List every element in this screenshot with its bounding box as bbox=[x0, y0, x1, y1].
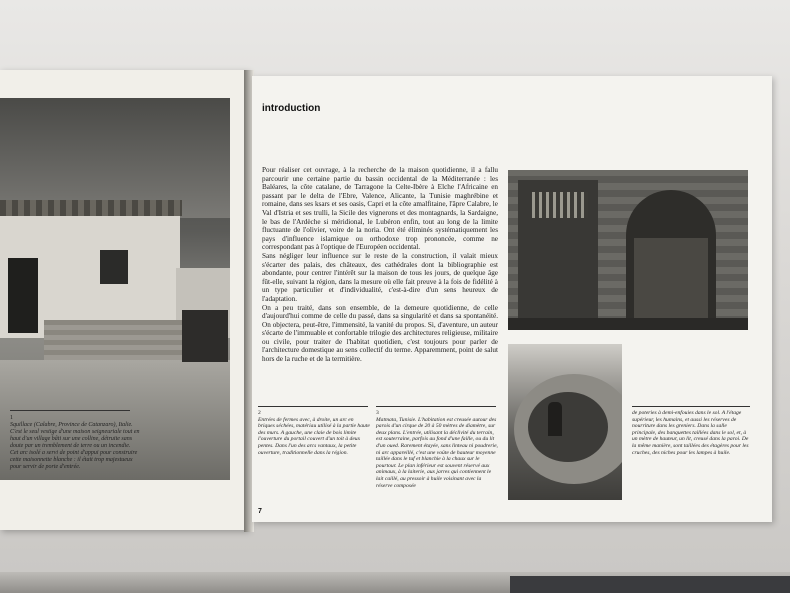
photo-wooden-gate bbox=[634, 238, 708, 320]
dark-cover bbox=[510, 576, 790, 593]
photo-crate bbox=[182, 310, 228, 362]
paragraph: On a peu traité, dans son ensemble, de la demeure quotidienne, de celle d'aujourd'hui comme de celle du passé, dans sa singularité et dans sa spontanéité. On objectera, peut-être, l'immensité, la vanité du propos. Si, d'aventure, un auteur s'écarte de l'immuable et confortable trilogie des architectures religieuse, militaire ou civile, pour traiter de l'habitat quotidien, c'est toujours pour parler de l'architecture domestique au sens collectif du terme. Apparemment, point de salut hors de la ruche et de la termitière. bbox=[262, 303, 498, 364]
caption-2 bbox=[258, 410, 370, 456]
body-text bbox=[262, 166, 498, 364]
paragraph: Pour réaliser cet ouvrage, à la recherche de la maison quotidienne, il a fallu parcourir une certaine partie du bassin occidental de la Méditerranée : les Baléares, la côte catalane, de Tarragone la Celte-Ibère à Elche l'Africaine en passant par le delta de l'Ebre, Valence, Alicante, la Tunisie maghrébine et romaine, dans ses ksars et ses oasis, Capri et la côte amalfitaine, l'âpre Calabre, le Val d'Istria et ses trulli, la Sicile des vignerons et des montagnards, la Sardaigne, le bas de l'Ardèche si méridional, le Lubéron enfin, tout au long de la limite fluctuante de l'olivier, voire de la noria. Ont été éliminés systématiquement les pays d'influence islamique ou orthodoxe trop prononcée, comme ne correspondant pas à l'optique de l'Européen occidental. bbox=[262, 166, 498, 252]
photo-balcony bbox=[532, 192, 588, 218]
caption-3-continued bbox=[632, 410, 750, 456]
paragraph: Sans négliger leur influence sur le reste de la construction, il valait mieux s'écarter des palais, des châteaux, des cathédrales dont la bibliographie est abondante, pour centrer l'intérêt sur la maison de tous les jours, de quelque âge fût-elle, suivant la région, dans la mesure où elle fait preuve à la fois de fidélité à un type particulier et d'individualité, c'est-à-dire d'un sens heureux de l'adaptation. bbox=[262, 251, 498, 303]
left-page bbox=[0, 70, 248, 530]
photo-tiled-roof bbox=[0, 200, 182, 216]
caption-text: Squillace (Calabre, Province de Catanzaro), Italie. C'est le seul vestige d'une maison seigneuriale tout en haut d'un village bâti sur une colline, détruite sans doute par un tremblement de terre ou un incendie. Cet arc isolé a servi de point d'appui pour construire cette maisonnette blanche : il était trop majestueux pour servir de porte d'entrée. bbox=[10, 422, 140, 470]
photo-doorway bbox=[8, 258, 38, 333]
photo-matmata-pit bbox=[508, 344, 622, 500]
section-heading: introduction bbox=[262, 103, 321, 114]
photo-window bbox=[100, 250, 128, 284]
caption-rule bbox=[376, 406, 496, 407]
photo-pit bbox=[528, 392, 608, 462]
caption-rule bbox=[258, 406, 368, 407]
caption-text: Matmata, Tunisie. L'habitation est creusée autour des parois d'un cirque de 20 à 50 mètres de diamètre, sur deux plans. L'entrée, utilisant la déclivité du terrain, est souterraine, parfois au fond d'une faille, ou du lit d'un oued. Rarement étayée, sans linteau ni poudrerie, ni arc appareillé, c'est une voûte de hauteur moyenne taillée dans le tuf et blanchie à la chaux sur le pourtour. Le plan inférieur est souvent réservé aux animaux, à la laiterie, aux jarres qui contiennent le lait caillé, au pressoir à huile voisinant avec la réserve composée bbox=[376, 416, 498, 489]
caption-number: 1 bbox=[10, 415, 13, 421]
caption-left bbox=[10, 415, 140, 471]
caption-number: 3 bbox=[376, 410, 379, 416]
caption-3 bbox=[376, 410, 498, 489]
right-page bbox=[252, 76, 772, 522]
photo-figure bbox=[548, 402, 562, 436]
photo-floor bbox=[508, 318, 748, 330]
caption-rule bbox=[632, 406, 750, 407]
photo-farm-entrances bbox=[508, 170, 748, 330]
photo-stone-base bbox=[44, 320, 184, 360]
book-below bbox=[0, 572, 790, 593]
caption-number: 2 bbox=[258, 410, 261, 416]
caption-text: de poteries à demi-enfouies dans le sol. A l'étage supérieur, les humains, et aussi les réserves de nourriture dans les greniers. Dans la salle principale, des banquettes taillées dans le sol, et, à un mètre de hauteur, un lit, creusé dans la paroi. De la même manière, sont taillées des étagères pour les cruches, des niches pour les lampes à huile. bbox=[632, 410, 749, 456]
caption-text: Entrées de fermes avec, à droite, un arc en briques séchées, matériau utilisé à la partie haute des murs. A gauche, une claie de bois limite l'ouverture du portail couvert d'un toit à deux pentes. Dans l'un des arcs vantaux, la petite ouverture, traditionnelle dans la région. bbox=[258, 416, 370, 456]
caption-rule bbox=[10, 410, 130, 411]
page-number: 7 bbox=[258, 508, 262, 515]
